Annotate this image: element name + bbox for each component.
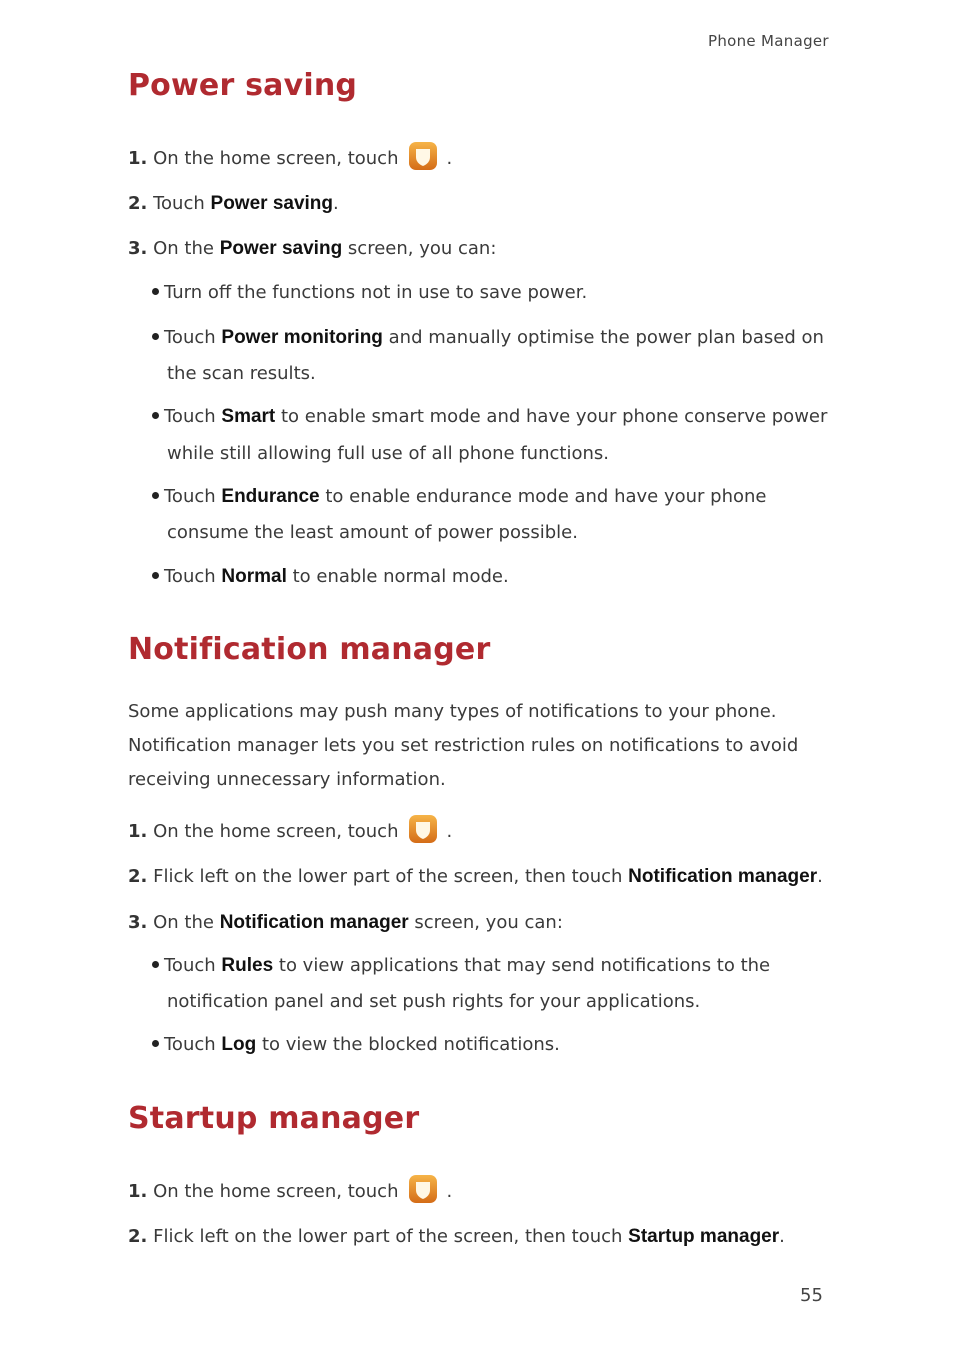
bullet-text: to view the blocked notifications. (261, 1034, 560, 1055)
bullet-text: to enable smart mode and have your phone conserve power (281, 406, 828, 427)
ui-term: Endurance (221, 486, 320, 507)
bullet-dot (152, 961, 159, 968)
step-text: On the home screen, touch (153, 821, 399, 842)
bullet-item (152, 282, 587, 303)
bullet-item (152, 327, 824, 349)
step-number: 2. (128, 193, 148, 214)
startup-step-2 (128, 1226, 785, 1248)
step-number: 2. (128, 866, 148, 887)
step-text: On the home screen, touch (153, 148, 399, 169)
bullet-text: Touch (164, 566, 216, 587)
bullet-item (152, 406, 827, 428)
step-text-end: . (446, 821, 453, 842)
bullet-dot (152, 572, 159, 579)
step-number: 1. (128, 821, 148, 842)
intro-paragraph-line: Notification manager lets you set restriction rules on notifications to avoid (128, 735, 799, 756)
ui-term: Power saving (219, 238, 343, 259)
step-text: On the (153, 912, 214, 933)
phone-manager-icon (408, 814, 438, 844)
power-saving-step-2 (128, 193, 339, 215)
phone-manager-icon (408, 1174, 438, 1204)
bullet-continuation: consume the least amount of power possible. (167, 522, 578, 543)
startup-step-1 (128, 1180, 452, 1204)
bullet-item (152, 955, 770, 977)
bullet-text: Touch (164, 327, 216, 348)
phone-manager-icon (408, 141, 438, 171)
section-title-notification-manager: Notification manager (128, 632, 491, 667)
bullet-dot (152, 492, 159, 499)
step-text-end: . (446, 148, 453, 169)
step-text-end: screen, you can: (414, 912, 563, 933)
step-text: Touch (153, 193, 205, 214)
ui-term: Rules (221, 955, 274, 976)
bullet-text: to enable endurance mode and have your phone (325, 486, 767, 507)
bullet-text: Touch (164, 406, 216, 427)
notification-step-1 (128, 820, 452, 844)
bullet-item (152, 566, 509, 588)
bullet-continuation: the scan results. (167, 363, 316, 384)
bullet-continuation: while still allowing full use of all phone functions. (167, 443, 609, 464)
step-number: 3. (128, 912, 148, 933)
step-number: 3. (128, 238, 148, 259)
step-text-end: . (333, 193, 339, 214)
bullet-item (152, 1034, 560, 1056)
ui-term: Smart (221, 406, 276, 427)
section-title-startup-manager: Startup manager (128, 1101, 420, 1136)
notification-step-3 (128, 912, 563, 934)
ui-term: Startup manager (628, 1226, 780, 1247)
ui-term: Power saving (210, 193, 334, 214)
bullet-text: to enable normal mode. (292, 566, 509, 587)
step-text: On the home screen, touch (153, 1181, 399, 1202)
ui-term: Log (221, 1034, 257, 1055)
bullet-text: Turn off the functions not in use to save power. (164, 282, 588, 303)
step-text-end: . (446, 1181, 453, 1202)
bullet-text: Touch (164, 1034, 216, 1055)
running-header: Phone Manager (708, 32, 829, 50)
bullet-text: Touch (164, 955, 216, 976)
bullet-dot (152, 1040, 159, 1047)
intro-paragraph-line: Some applications may push many types of notifications to your phone. (128, 701, 777, 722)
bullet-item (152, 486, 766, 508)
step-text-end: . (779, 1226, 785, 1247)
ui-term: Notification manager (628, 866, 818, 887)
bullet-continuation: notification panel and set push rights for your applications. (167, 991, 701, 1012)
bullet-dot (152, 412, 159, 419)
step-number: 1. (128, 1181, 148, 1202)
power-saving-step-1 (128, 147, 452, 171)
bullet-text: to view applications that may send notifications to the (278, 955, 771, 976)
ui-term: Normal (221, 566, 287, 587)
intro-paragraph-line: receiving unnecessary information. (128, 769, 446, 790)
step-text-end: screen, you can: (347, 238, 497, 259)
bullet-dot (152, 333, 159, 340)
step-text-end: . (817, 866, 823, 887)
step-number: 1. (128, 148, 148, 169)
power-saving-step-3 (128, 238, 496, 260)
step-text: Flick left on the lower part of the screen, then touch (153, 1226, 623, 1247)
ui-term: Notification manager (219, 912, 409, 933)
step-text: On the (153, 238, 214, 259)
ui-term: Power monitoring (221, 327, 383, 348)
bullet-text: Touch (164, 486, 216, 507)
page-number: 55 (800, 1285, 823, 1306)
bullet-text: and manually optimise the power plan based on (388, 327, 824, 348)
notification-step-2 (128, 866, 823, 888)
section-title-power-saving: Power saving (128, 68, 358, 103)
step-number: 2. (128, 1226, 148, 1247)
step-text: Flick left on the lower part of the screen, then touch (153, 866, 623, 887)
bullet-dot (152, 288, 159, 295)
